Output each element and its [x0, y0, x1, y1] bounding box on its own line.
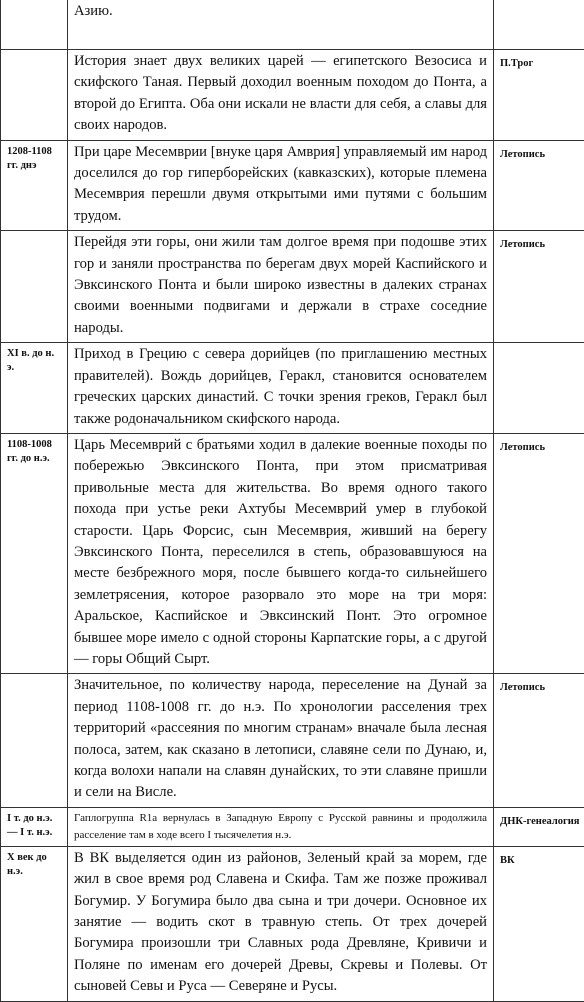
- event-text: История знает двух великих царей — египетского Везосиса и скифского Таная. Первый доходил военным походом до Понта, а второй до Египта. Оба они искали не власти для себя, а славы для своих народов.: [68, 50, 493, 140]
- source-cell: [494, 807, 584, 846]
- event-text: Гаплогруппа R1a вернулась в Западную Европу с Русской равнины и продолжила расселение там в ходе всего I тысячелетия н.э.: [68, 808, 493, 846]
- event-text: При царе Месемврии [внуке царя Амврия] управляемый им народ доселился до гор гиперборейских (кавказских), которые племена Месемврия перешли двумя открытыми ими путями с большим трудом.: [68, 141, 493, 231]
- source-cell: [494, 433, 584, 673]
- source-text: Летопись: [494, 141, 584, 164]
- event-text: Царь Месемврий с братьями ходил в далекие военные походы по побережью Эвксинского Понта, при этом присматривая привольные места для жительства. Во время одного такого похода при устье реки Ахтубы Месемврий умер в глубокой старости. Царь Форсис, сын Месемврия, живший на берегу Эвксинского Понта, переселился в степь, образовавшуюся на месте безбрежного моря, после бывшего когда-то сильнейшего землетрясения, которое разорвало это море на три моря: Аральское, Каспийское и Эвксинский Понт. Это огромное бывшее море имело с одной стороны Карпатские горы, а с другой — горы Общий Сырт.: [68, 434, 493, 673]
- event-cell: [68, 140, 494, 231]
- date-cell: [1, 50, 68, 141]
- date-cell: [1, 433, 68, 673]
- event-cell: [68, 50, 494, 141]
- date-text: [1, 50, 67, 56]
- source-cell: [494, 140, 584, 231]
- date-cell: [1, 807, 68, 846]
- event-cell: [68, 0, 494, 50]
- source-text: ВК: [494, 847, 584, 870]
- date-text: XI в. до н. э.: [1, 343, 67, 377]
- event-text: Перейдя эти горы, они жили там долгое время при подошве этих гор и заняли пространства по берегам двух морей Каспийского и Эвксинского Понта и были широко известны в далеких странах своими военными подвигами и держали в страхе соседние народы.: [68, 231, 493, 342]
- event-cell: [68, 231, 494, 343]
- date-cell: [1, 0, 68, 50]
- source-text: Летопись: [494, 231, 584, 254]
- event-cell: [68, 343, 494, 434]
- event-cell: [68, 674, 494, 807]
- date-cell: [1, 140, 68, 231]
- source-cell: [494, 846, 584, 1001]
- source-cell: [494, 50, 584, 141]
- source-text: П.Трог: [494, 50, 584, 73]
- date-cell: [1, 343, 68, 434]
- source-cell: [494, 0, 584, 50]
- source-text: [494, 0, 584, 9]
- table-row: [1, 50, 584, 141]
- date-text: [1, 0, 67, 6]
- date-text: [1, 674, 67, 680]
- event-text: Приход в Грецию с севера дорийцев (по приглашению местных правителей). Вождь дорийцев, Геракл, становится основателем греческих царских династий. С точки зрения греков, Геракл был также родоначальником скифского народа.: [68, 343, 493, 433]
- event-text: В ВК выделяется один из районов, Зеленый край за морем, где жил в свое время род Славена и Скифа. Там же позже проживал Богумир. У Богумира было два сына и три дочери. Основное их занятие — водить скот в травную степь. От трех дочерей Богумира произошли три Славных рода Древляне, Кривичи и Поляне по именам его дочерей Древы, Скревы и Полевы. От сыновей Севы и Руса — Северяне и Русы.: [68, 847, 493, 1001]
- table-row: [1, 807, 584, 846]
- source-text: Летопись: [494, 434, 584, 457]
- event-cell: [68, 846, 494, 1001]
- date-text: X век до н.э.: [1, 847, 67, 881]
- date-text: 1208-1108 гг. днэ: [1, 141, 67, 175]
- event-text: Азию.: [68, 0, 493, 25]
- source-cell: [494, 231, 584, 343]
- source-text: [494, 343, 584, 352]
- table-row: [1, 231, 584, 343]
- table-row: [1, 0, 584, 50]
- table-row: [1, 433, 584, 673]
- table-row: [1, 846, 584, 1001]
- event-text: Значительное, по количеству народа, переселение на Дунай за период 1108-1008 гг. до н.э. По хронологии расселения трех территорий «рассеяния по многим странам» вначале была лесная полоса, затем, как сказано в летописи, славяне сели по Дунаю, и, когда волохи напали на славян дунайских, то эти славяне пришли и сели на Висле.: [68, 674, 493, 806]
- date-text: [1, 231, 67, 237]
- table-row: [1, 343, 584, 434]
- date-text: 1108-1008 гг. до н.э.: [1, 434, 67, 468]
- source-cell: [494, 674, 584, 807]
- event-cell: [68, 433, 494, 673]
- event-cell: [68, 807, 494, 846]
- date-cell: [1, 846, 68, 1001]
- source-cell: [494, 343, 584, 434]
- source-text: Летопись: [494, 674, 584, 697]
- table-row: [1, 140, 584, 231]
- table-row: [1, 674, 584, 807]
- date-cell: [1, 674, 68, 807]
- source-text: ДНК-генеалогия: [494, 808, 584, 831]
- date-text: I т. до н.э. — I т. н.э.: [1, 808, 67, 842]
- date-cell: [1, 231, 68, 343]
